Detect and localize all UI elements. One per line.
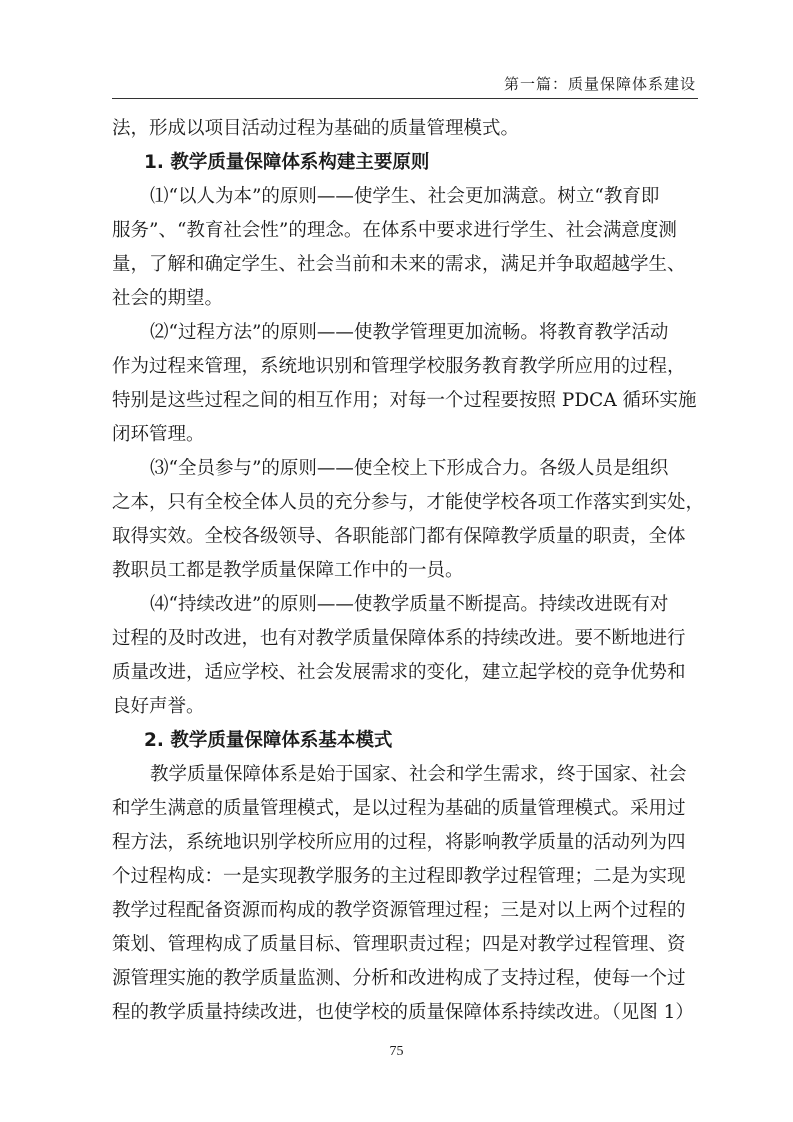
body-line: 良好声誉。 [112,696,205,717]
body-line: 个过程构成：一是实现教学服务的主过程即教学过程管理；二是为实现 [112,866,686,887]
body-line: ⑵“过程方法”的原则——使教学管理更加流畅。将教育教学活动 [150,322,669,343]
header-divider [112,98,698,99]
body-line: 量，了解和确定学生、社会当前和未来的需求，满足并争取超越学生、 [112,254,686,275]
body-line: 过程的及时改进，也有对教学质量保障体系的持续改进。要不断地进行 [112,628,686,649]
section-heading-1: 1. 教学质量保障体系构建主要原则 [144,152,430,173]
body-line: 教学过程配备资源而构成的教学资源管理过程；三是对以上两个过程的 [112,900,686,921]
body-line: 策划、管理构成了质量目标、管理职责过程；四是对教学过程管理、资 [112,934,686,955]
body-line: 源管理实施的教学质量监测、分析和改进构成了支持过程，使每一个过 [112,968,686,989]
body-line: 教职员工都是教学质量保障工作中的一员。 [112,560,464,581]
body-line: 教学质量保障体系是始于国家、社会和学生需求，终于国家、社会 [150,764,687,785]
body-line: 质量改进，适应学校、社会发展需求的变化，建立起学校的竞争优势和 [112,662,686,683]
body-line: 特别是这些过程之间的相互作用；对每一个过程要按照 PDCA 循环实施 [112,390,697,411]
page-number: 75 [389,1044,404,1059]
page-body [112,112,712,1030]
body-line: 程的教学质量持续改进，也使学校的质量保障体系持续改进。（见图 1） [112,1002,694,1023]
body-line: 取得实效。全校各级领导、各职能部门都有保障教学质量的职责，全体 [112,526,686,547]
body-line: 法，形成以项目活动过程为基础的质量管理模式。 [112,118,520,139]
body-line: ⑴“以人为本”的原则——使学生、社会更加满意。树立“教育即 [150,186,660,207]
body-line: ⑶“全员参与”的原则——使全校上下形成合力。各级人员是组织 [150,458,669,479]
running-header: 第一篇：质量保障体系建设 [503,75,696,93]
body-line: 和学生满意的质量管理模式，是以过程为基础的质量管理模式。采用过 [112,798,686,819]
body-line: 闭环管理。 [112,424,205,445]
body-line: 之本，只有全校全体人员的充分参与，才能使学校各项工作落实到实处， [112,492,705,513]
section-heading-2: 2. 教学质量保障体系基本模式 [144,730,393,751]
body-line: 服务”、“教育社会性”的理念。在体系中要求进行学生、社会满意度测 [112,220,677,241]
body-line: 社会的期望。 [112,288,224,309]
body-line: ⑷“持续改进”的原则——使教学质量不断提高。持续改进既有对 [150,594,669,615]
body-line: 作为过程来管理，系统地识别和管理学校服务教育教学所应用的过程， [112,356,686,377]
body-line: 程方法，系统地识别学校所应用的过程，将影响教学质量的活动列为四 [112,832,686,853]
